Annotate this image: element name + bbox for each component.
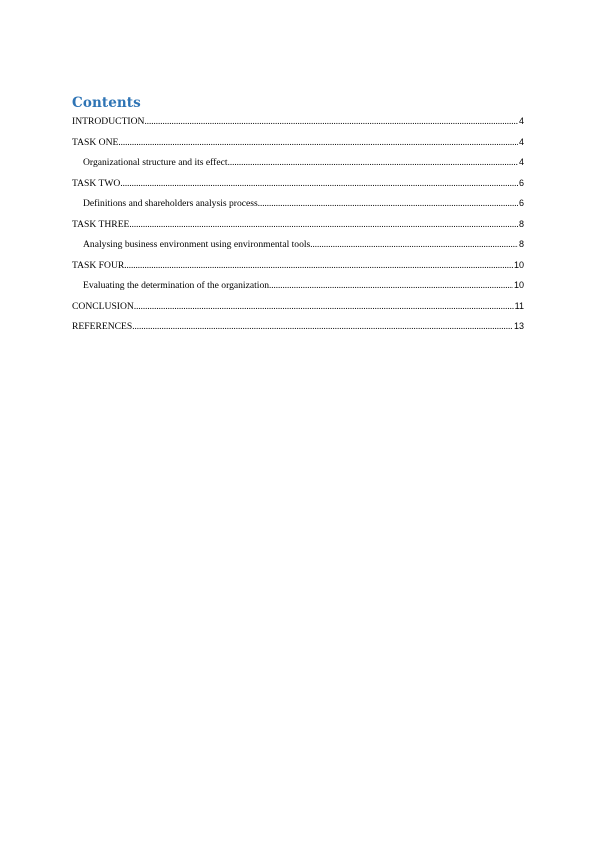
toc-entry-references[interactable] xyxy=(72,320,524,341)
toc-page-number: 4 xyxy=(518,157,524,167)
toc-leader-dots xyxy=(228,156,518,168)
toc-page-number: 4 xyxy=(518,136,524,147)
toc-entry-title: Organizational structure and its effect xyxy=(83,157,228,168)
toc-entry-definitions[interactable] xyxy=(72,197,524,218)
toc-leader-dots xyxy=(144,115,518,127)
toc-page-number: 6 xyxy=(518,198,524,208)
toc-leader-dots xyxy=(120,177,518,189)
toc-leader-dots xyxy=(124,259,513,271)
toc-leader-dots xyxy=(118,136,518,148)
toc-entry-title: TASK ONE xyxy=(72,136,119,148)
toc-entry-analysing-business[interactable] xyxy=(72,238,524,259)
toc-page-number: 8 xyxy=(518,218,524,229)
toc-page-number: 6 xyxy=(518,177,524,188)
toc-page-number: 10 xyxy=(513,280,524,290)
toc-entry-title: Definitions and shareholders analysis process xyxy=(83,198,258,209)
toc-page-number: 13 xyxy=(513,321,524,331)
toc-entry-task-two[interactable] xyxy=(72,177,524,198)
toc-entry-title: TASK TWO xyxy=(72,177,121,189)
toc-entry-task-one[interactable] xyxy=(72,136,524,157)
toc-leader-dots xyxy=(258,197,518,209)
toc-entry-title: REFERENCES xyxy=(72,321,133,332)
toc-entry-title: TASK FOUR xyxy=(72,259,125,271)
toc-entry-evaluating[interactable] xyxy=(72,279,524,300)
toc-entry-title: Analysing business environment using environmental tools xyxy=(83,239,311,250)
toc-entry-title: CONCLUSION xyxy=(72,300,134,312)
toc-entry-task-four[interactable] xyxy=(72,259,524,280)
toc-heading: Contents xyxy=(72,95,141,111)
toc-entry-title: TASK THREE xyxy=(72,218,130,230)
toc-entry-title: INTRODUCTION xyxy=(72,116,145,127)
toc-entry-introduction[interactable] xyxy=(72,115,524,136)
toc-leader-dots xyxy=(129,218,518,230)
toc-page-number: 4 xyxy=(518,116,524,126)
toc-leader-dots xyxy=(269,279,513,291)
toc-leader-dots xyxy=(310,238,518,250)
toc-leader-dots xyxy=(134,300,514,312)
toc-page-number: 11 xyxy=(514,300,524,311)
toc-entry-title: Evaluating the determination of the organization xyxy=(83,280,270,291)
toc-leader-dots xyxy=(132,320,513,332)
toc-entry-conclusion[interactable] xyxy=(72,300,524,321)
toc-entry-task-three[interactable] xyxy=(72,218,524,239)
toc-entry-organizational-structure[interactable] xyxy=(72,156,524,177)
toc-page-number: 8 xyxy=(518,239,524,249)
table-of-contents xyxy=(72,115,524,341)
toc-page-number: 10 xyxy=(513,259,524,270)
